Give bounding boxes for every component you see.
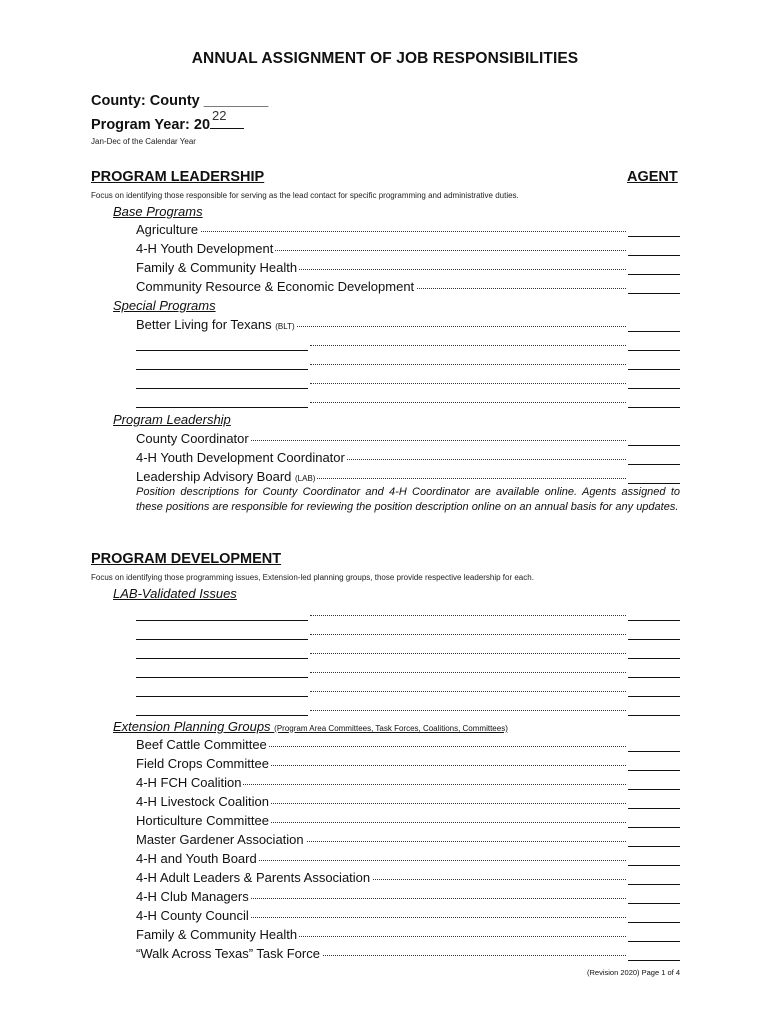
planning-group-row	[136, 794, 680, 811]
agent-field[interactable]	[628, 832, 680, 847]
base-program-row	[136, 260, 680, 277]
special-program-blank-row	[136, 393, 680, 410]
agent-field[interactable]	[628, 682, 680, 697]
agent-field[interactable]	[628, 450, 680, 465]
issue-name-field[interactable]	[136, 682, 308, 697]
agent-field[interactable]	[628, 431, 680, 446]
position-description-note: Position descriptions for County Coordinator and 4-H Coordinator are available online. Agents assigned to these positions are responsible for reviewing the position description online on an annual basis for any updates.	[136, 486, 680, 513]
agent-field[interactable]	[628, 241, 680, 256]
planning-group-label: 4-H FCH Coalition	[136, 775, 242, 790]
program-development-heading: PROGRAM DEVELOPMENT	[91, 551, 282, 567]
agent-field[interactable]	[628, 317, 680, 332]
planning-group-row	[136, 737, 680, 754]
agent-field[interactable]	[628, 889, 680, 904]
base-program-row	[136, 241, 680, 258]
agent-field[interactable]	[628, 260, 680, 275]
planning-group-label: Field Crops Committee	[136, 756, 269, 771]
planning-group-label: 4-H Club Managers	[136, 889, 249, 904]
base-program-label: Family & Community Health	[136, 260, 298, 275]
development-focus-note: Focus on identifying those programming issues, Extension-led planning groups, those provide respective leadership for each.	[91, 573, 534, 582]
agent-field[interactable]	[628, 851, 680, 866]
base-program-label: Community Resource & Economic Development	[136, 279, 415, 294]
program-year-label	[91, 108, 244, 133]
issue-blank-row	[136, 663, 680, 680]
agent-field[interactable]	[628, 813, 680, 828]
agent-field[interactable]	[628, 644, 680, 659]
page-footer: (Revision 2020) Page 1 of 4	[587, 968, 680, 977]
county-label: County: County ________	[91, 93, 269, 109]
agent-field[interactable]	[628, 355, 680, 370]
agent-field[interactable]	[628, 469, 680, 484]
special-program-blank-row	[136, 374, 680, 391]
planning-group-label: 4-H Livestock Coalition	[136, 794, 269, 809]
program-name-field[interactable]	[136, 393, 308, 408]
program-leadership-row	[136, 450, 680, 467]
agent-field[interactable]	[628, 794, 680, 809]
issue-name-field[interactable]	[136, 663, 308, 678]
base-programs-heading: Base Programs	[113, 204, 203, 219]
planning-group-row	[136, 832, 680, 849]
planning-group-row	[136, 870, 680, 887]
agent-field[interactable]	[628, 870, 680, 885]
planning-group-row	[136, 756, 680, 773]
agent-heading: AGENT	[627, 169, 678, 185]
agent-field[interactable]	[628, 393, 680, 408]
planning-group-label: 4-H Adult Leaders & Parents Association	[136, 870, 371, 885]
issue-blank-row	[136, 606, 680, 623]
planning-group-row	[136, 775, 680, 792]
program-year-handwritten: 22	[212, 108, 227, 123]
agent-field[interactable]	[628, 222, 680, 237]
issue-name-field[interactable]	[136, 625, 308, 640]
leadership-focus-note: Focus on identifying those responsible for serving as the lead contact for specific programming and administrative duties.	[91, 191, 519, 200]
agent-field[interactable]	[628, 946, 680, 961]
program-year-prefix: Program Year: 20	[91, 117, 211, 133]
agent-field[interactable]	[628, 756, 680, 771]
lab-validated-issues-heading: LAB-Validated Issues	[113, 586, 237, 601]
issue-blank-row	[136, 644, 680, 661]
document-title: ANNUAL ASSIGNMENT OF JOB RESPONSIBILITIES	[191, 50, 579, 67]
agent-field[interactable]	[628, 625, 680, 640]
base-program-label: Agriculture	[136, 222, 199, 237]
agent-field[interactable]	[628, 701, 680, 716]
planning-groups-note: (Program Area Committees, Task Forces, Coalitions, Committees)	[274, 724, 508, 733]
special-program-label: Better Living for Texans (BLT)	[136, 317, 295, 332]
extension-planning-groups-heading: Extension Planning Groups (Program Area Committees, Task Forces, Coalitions, Committees)	[113, 719, 508, 734]
special-program-blank-row	[136, 355, 680, 372]
agent-field[interactable]	[628, 908, 680, 923]
issue-blank-row	[136, 701, 680, 718]
program-name-field[interactable]	[136, 374, 308, 389]
base-program-row	[136, 222, 680, 239]
planning-group-label: Master Gardener Association	[136, 832, 304, 847]
program-leadership-row	[136, 431, 680, 448]
planning-group-label: “Walk Across Texas” Task Force	[136, 946, 320, 961]
agent-field[interactable]	[628, 775, 680, 790]
program-name-field[interactable]	[136, 336, 308, 351]
program-leadership-subheading: Program Leadership	[113, 412, 231, 427]
planning-group-row	[136, 946, 680, 963]
planning-group-label: 4-H County Council	[136, 908, 249, 923]
planning-group-row	[136, 889, 680, 906]
program-leadership-heading: PROGRAM LEADERSHIP	[91, 169, 265, 185]
base-program-row	[136, 279, 680, 296]
program-leadership-label: 4-H Youth Development Coordinator	[136, 450, 345, 465]
planning-group-label: Beef Cattle Committee	[136, 737, 267, 752]
issue-blank-row	[136, 682, 680, 699]
planning-group-label: 4-H and Youth Board	[136, 851, 257, 866]
agent-field[interactable]	[628, 737, 680, 752]
agent-field[interactable]	[628, 374, 680, 389]
agent-field[interactable]	[628, 927, 680, 942]
program-leadership-label: County Coordinator	[136, 431, 249, 446]
issue-name-field[interactable]	[136, 606, 308, 621]
planning-group-row	[136, 908, 680, 925]
program-leadership-row	[136, 469, 680, 486]
agent-field[interactable]	[628, 606, 680, 621]
planning-group-row	[136, 813, 680, 830]
planning-group-label: Family & Community Health	[136, 927, 298, 942]
program-name-field[interactable]	[136, 355, 308, 370]
program-year-note: Jan-Dec of the Calendar Year	[91, 137, 196, 146]
issue-name-field[interactable]	[136, 701, 308, 716]
special-program-blank-row	[136, 336, 680, 353]
planning-group-row	[136, 927, 680, 944]
planning-group-row	[136, 851, 680, 868]
planning-group-label: Horticulture Committee	[136, 813, 269, 828]
issue-name-field[interactable]	[136, 644, 308, 659]
program-year-field[interactable]	[210, 108, 244, 129]
base-program-label: 4-H Youth Development	[136, 241, 274, 256]
issue-blank-row	[136, 625, 680, 642]
special-programs-heading: Special Programs	[113, 298, 216, 313]
special-program-row	[136, 317, 680, 334]
agent-field[interactable]	[628, 336, 680, 351]
agent-field[interactable]	[628, 663, 680, 678]
program-leadership-label: Leadership Advisory Board (LAB)	[136, 469, 316, 484]
agent-field[interactable]	[628, 279, 680, 294]
